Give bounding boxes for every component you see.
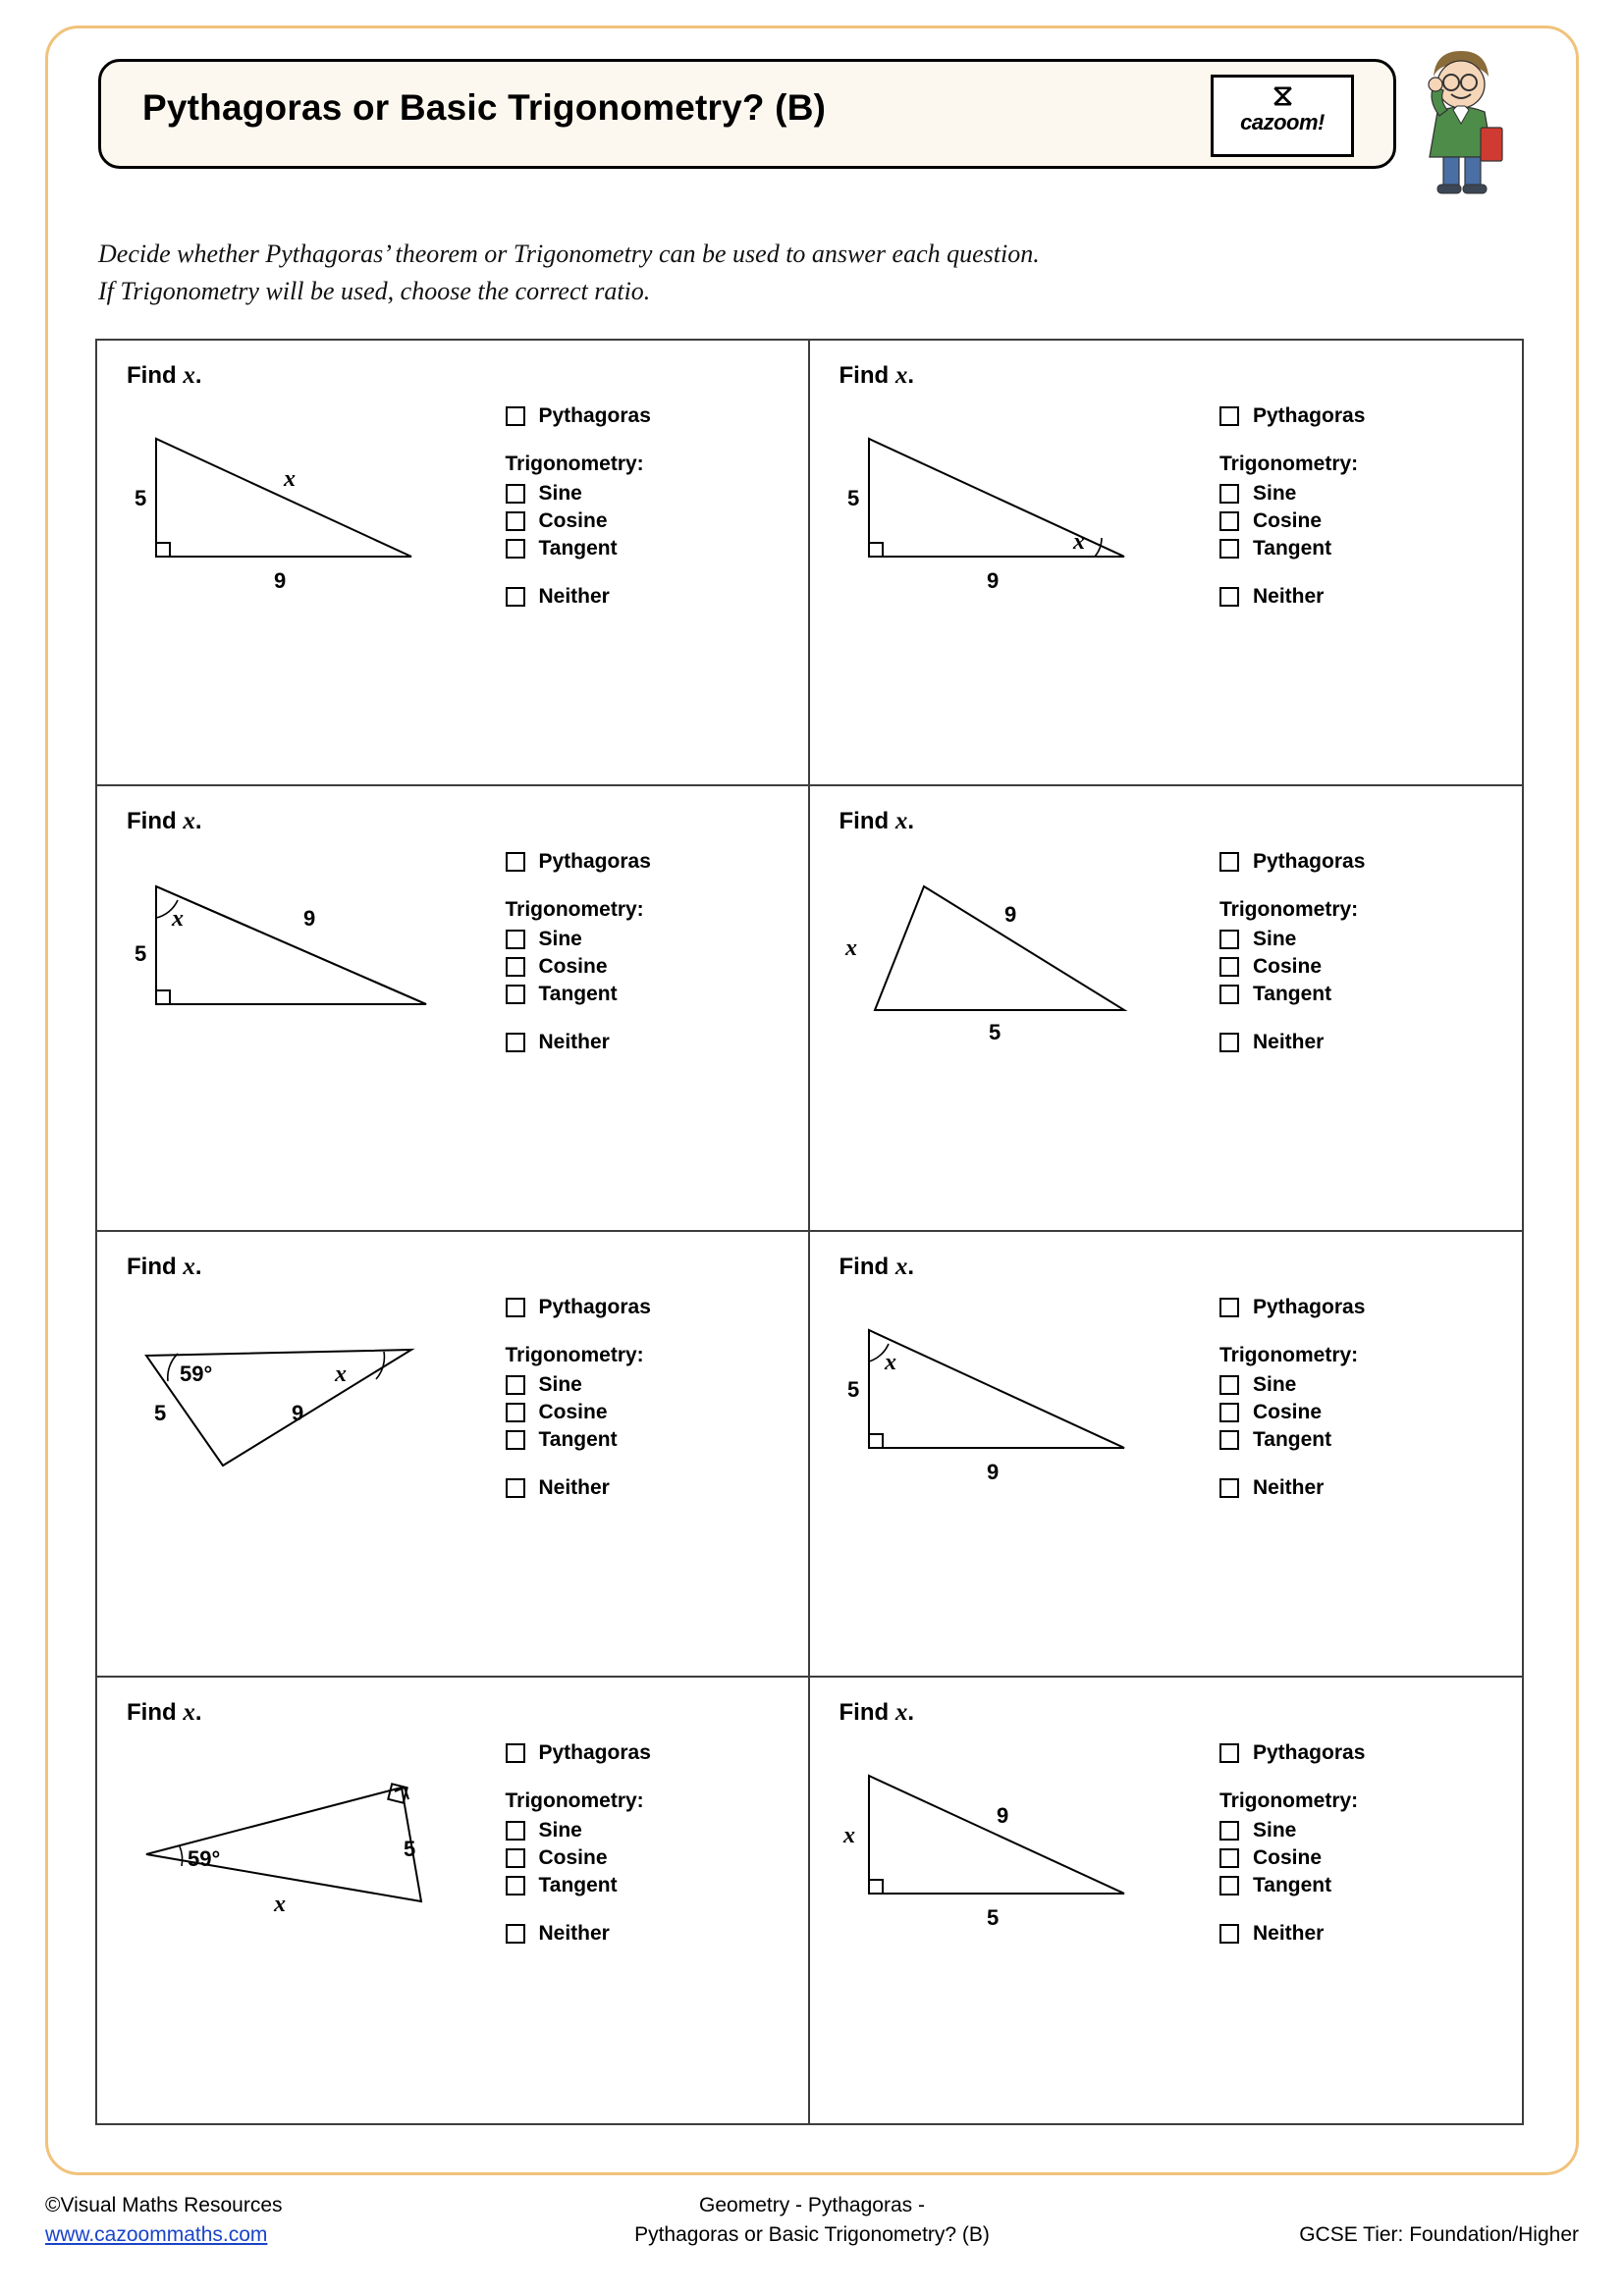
- svg-text:x: x: [274, 1892, 286, 1917]
- svg-text:5: 5: [154, 1401, 167, 1425]
- option-tangent-7[interactable]: [506, 1872, 751, 1899]
- option-tangent-2[interactable]: [1219, 535, 1465, 562]
- label-pythagoras-1: Pythagoras: [538, 404, 651, 427]
- label-pythagoras-2: Pythagoras: [1253, 404, 1366, 427]
- svg-text:x: x: [844, 935, 857, 961]
- checkbox-tangent-1[interactable]: [506, 539, 525, 559]
- label-pythagoras-6: Pythagoras: [1253, 1296, 1366, 1318]
- option-tangent-5[interactable]: [506, 1426, 751, 1454]
- svg-text:x: x: [335, 1362, 347, 1387]
- label-tangent-8: Tangent: [1253, 1874, 1332, 1896]
- option-tangent-4[interactable]: [1219, 981, 1465, 1008]
- prompt-text-5: Find x.: [127, 1254, 202, 1280]
- label-tangent-6: Tangent: [1253, 1428, 1332, 1451]
- label-trigonometry-5: Trigonometry:: [505, 1344, 644, 1366]
- answer-options-4: [1219, 847, 1465, 1057]
- label-cosine-4: Cosine: [1253, 955, 1323, 978]
- figure-5: [117, 1291, 549, 1546]
- option-pythagoras-2[interactable]: [1219, 401, 1465, 431]
- figure-8: [830, 1736, 1262, 1992]
- prompt-text-4: Find x.: [839, 808, 914, 834]
- svg-text:9: 9: [986, 1460, 999, 1484]
- checkbox-neither-1[interactable]: [506, 587, 525, 607]
- svg-text:x: x: [172, 906, 184, 932]
- checkbox-pythagoras-6[interactable]: [1219, 1298, 1239, 1317]
- instructions-line-2: If Trigonometry will be used, choose the correct ratio.: [98, 277, 651, 305]
- checkbox-sine-6[interactable]: [1219, 1375, 1239, 1395]
- option-cosine-1[interactable]: [506, 507, 751, 535]
- checkbox-neither-4[interactable]: [1219, 1033, 1239, 1052]
- label-neither-8: Neither: [1253, 1922, 1325, 1945]
- checkbox-pythagoras-4[interactable]: [1219, 852, 1239, 872]
- option-tangent-6[interactable]: [1219, 1426, 1465, 1454]
- label-sine-2: Sine: [1253, 482, 1297, 505]
- questions-grid: [95, 339, 1524, 2125]
- svg-text:x: x: [284, 466, 296, 492]
- option-neither-1[interactable]: [506, 582, 751, 612]
- checkbox-cosine-7[interactable]: [506, 1848, 525, 1868]
- option-pythagoras-8[interactable]: [1219, 1738, 1465, 1768]
- option-tangent-3[interactable]: [506, 981, 751, 1008]
- label-neither-6: Neither: [1253, 1476, 1325, 1499]
- label-trigonometry-7: Trigonometry:: [505, 1789, 644, 1812]
- title-banner: [98, 59, 1396, 169]
- svg-text:x: x: [842, 1823, 855, 1848]
- figure-1: [117, 400, 549, 655]
- checkbox-pythagoras-8[interactable]: [1219, 1743, 1239, 1763]
- checkbox-pythagoras-3[interactable]: [506, 852, 525, 872]
- label-cosine-3: Cosine: [538, 955, 608, 978]
- hourglass-icon: ⧖: [1272, 80, 1293, 112]
- svg-text:9: 9: [274, 568, 287, 593]
- label-cosine-2: Cosine: [1253, 509, 1323, 532]
- option-sine-8[interactable]: [1219, 1817, 1465, 1844]
- svg-text:x: x: [1072, 529, 1085, 555]
- logo-wordmark: cazoom!: [1240, 110, 1325, 134]
- checkbox-sine-5[interactable]: [506, 1375, 525, 1395]
- option-sine-5[interactable]: [506, 1371, 751, 1399]
- option-neither-8[interactable]: [1219, 1919, 1465, 1949]
- prompt-text-6: Find x.: [839, 1254, 914, 1280]
- question-cell-5: [97, 1232, 810, 1678]
- question-cell-1: [97, 341, 810, 786]
- figure-2: [830, 400, 1262, 655]
- question-cell-7: [97, 1678, 810, 2123]
- label-trigonometry-2: Trigonometry:: [1219, 453, 1359, 475]
- label-pythagoras-7: Pythagoras: [538, 1741, 651, 1764]
- checkbox-tangent-5[interactable]: [506, 1430, 525, 1450]
- option-sine-6[interactable]: [1219, 1371, 1465, 1399]
- instructions: [98, 236, 1394, 310]
- checkbox-neither-7[interactable]: [506, 1924, 525, 1944]
- checkbox-neither-8[interactable]: [1219, 1924, 1239, 1944]
- label-sine-7: Sine: [538, 1819, 582, 1842]
- answer-options-2: [1219, 401, 1465, 612]
- question-prompt-4: [839, 808, 915, 835]
- page-footer: [45, 2191, 1579, 2269]
- svg-text:59°: 59°: [188, 1846, 221, 1871]
- footer-topic-line-1: Geometry - Pythagoras -: [699, 2194, 925, 2216]
- checkbox-tangent-2[interactable]: [1219, 539, 1239, 559]
- checkbox-sine-3[interactable]: [506, 930, 525, 949]
- cazoom-logo: [1211, 75, 1354, 157]
- label-pythagoras-5: Pythagoras: [538, 1296, 651, 1318]
- option-neither-2[interactable]: [1219, 582, 1465, 612]
- checkbox-sine-2[interactable]: [1219, 484, 1239, 504]
- svg-text:5: 5: [135, 941, 147, 966]
- checkbox-pythagoras-1[interactable]: [506, 406, 525, 426]
- label-trigonometry-8: Trigonometry:: [1219, 1789, 1359, 1812]
- teacher-mascot-illustration: [1404, 43, 1522, 200]
- figure-7: [117, 1736, 549, 1992]
- label-sine-5: Sine: [538, 1373, 582, 1396]
- prompt-text-7: Find x.: [127, 1699, 202, 1726]
- checkbox-neither-2[interactable]: [1219, 587, 1239, 607]
- website-link[interactable]: www.cazoommaths.com: [45, 2223, 268, 2246]
- prompt-text-3: Find x.: [127, 808, 202, 834]
- checkbox-neither-3[interactable]: [506, 1033, 525, 1052]
- option-pythagoras-5[interactable]: [506, 1293, 751, 1322]
- option-cosine-4[interactable]: [1219, 953, 1465, 981]
- label-neither-4: Neither: [1253, 1031, 1325, 1053]
- label-sine-3: Sine: [538, 928, 582, 950]
- label-cosine-1: Cosine: [538, 509, 608, 532]
- svg-text:5: 5: [846, 1377, 859, 1402]
- option-pythagoras-4[interactable]: [1219, 847, 1465, 877]
- figure-3: [117, 845, 549, 1100]
- option-pythagoras-7[interactable]: [506, 1738, 751, 1768]
- option-neither-7[interactable]: [506, 1919, 751, 1949]
- label-tangent-7: Tangent: [538, 1874, 618, 1896]
- checkbox-tangent-7[interactable]: [506, 1876, 525, 1896]
- label-tangent-5: Tangent: [538, 1428, 618, 1451]
- label-tangent-2: Tangent: [1253, 537, 1332, 560]
- checkbox-cosine-8[interactable]: [1219, 1848, 1239, 1868]
- label-neither-7: Neither: [538, 1922, 610, 1945]
- label-cosine-6: Cosine: [1253, 1401, 1323, 1423]
- option-sine-7[interactable]: [506, 1817, 751, 1844]
- checkbox-tangent-8[interactable]: [1219, 1876, 1239, 1896]
- checkbox-pythagoras-5[interactable]: [506, 1298, 525, 1317]
- label-cosine-8: Cosine: [1253, 1846, 1323, 1869]
- label-pythagoras-4: Pythagoras: [1253, 850, 1366, 873]
- page-title: Pythagoras or Basic Trigonometry? (B): [142, 87, 827, 128]
- option-sine-2[interactable]: [1219, 480, 1465, 507]
- option-tangent-1[interactable]: [506, 535, 751, 562]
- question-cell-4: [810, 786, 1523, 1232]
- svg-text:5: 5: [986, 1905, 999, 1930]
- svg-text:9: 9: [996, 1803, 1008, 1828]
- checkbox-neither-6[interactable]: [1219, 1478, 1239, 1498]
- option-tangent-8[interactable]: [1219, 1872, 1465, 1899]
- label-neither-5: Neither: [538, 1476, 610, 1499]
- label-trigonometry-4: Trigonometry:: [1219, 898, 1359, 921]
- option-pythagoras-1[interactable]: [506, 401, 751, 431]
- instructions-line-1: Decide whether Pythagoras’ theorem or Trigonometry can be used to answer each question.: [98, 240, 1040, 268]
- figure-6: [830, 1291, 1262, 1546]
- label-neither-2: Neither: [1253, 585, 1325, 608]
- label-tangent-1: Tangent: [538, 537, 618, 560]
- svg-text:5: 5: [846, 486, 859, 510]
- svg-text:5: 5: [135, 486, 147, 510]
- label-trigonometry-3: Trigonometry:: [505, 898, 644, 921]
- question-prompt-6: [839, 1254, 915, 1281]
- label-trigonometry-1: Trigonometry:: [505, 453, 644, 475]
- answer-options-6: [1219, 1293, 1465, 1503]
- option-cosine-6[interactable]: [1219, 1399, 1465, 1426]
- answer-options-5: [506, 1293, 751, 1503]
- label-pythagoras-8: Pythagoras: [1253, 1741, 1366, 1764]
- label-sine-4: Sine: [1253, 928, 1297, 950]
- question-cell-8: [810, 1678, 1523, 2123]
- option-cosine-2[interactable]: [1219, 507, 1465, 535]
- figure-4: [830, 845, 1262, 1100]
- svg-text:5: 5: [404, 1837, 416, 1861]
- question-prompt-7: [127, 1699, 202, 1727]
- svg-text:x: x: [884, 1350, 896, 1375]
- checkbox-pythagoras-7[interactable]: [506, 1743, 525, 1763]
- footer-tier: GCSE Tier: Foundation/Higher: [1299, 2223, 1579, 2246]
- option-neither-6[interactable]: [1219, 1473, 1465, 1503]
- option-cosine-8[interactable]: [1219, 1844, 1465, 1872]
- label-sine-1: Sine: [538, 482, 582, 505]
- svg-text:5: 5: [988, 1020, 1001, 1044]
- checkbox-tangent-3[interactable]: [506, 985, 525, 1004]
- footer-topic-line-2: Pythagoras or Basic Trigonometry? (B): [634, 2223, 990, 2246]
- checkbox-cosine-1[interactable]: [506, 511, 525, 531]
- answer-options-3: [506, 847, 751, 1057]
- svg-text:9: 9: [292, 1401, 304, 1425]
- question-prompt-8: [839, 1699, 915, 1727]
- checkbox-sine-1[interactable]: [506, 484, 525, 504]
- svg-text:59°: 59°: [180, 1362, 213, 1386]
- answer-options-8: [1219, 1738, 1465, 1949]
- checkbox-tangent-6[interactable]: [1219, 1430, 1239, 1450]
- option-pythagoras-3[interactable]: [506, 847, 751, 877]
- answer-options-7: [506, 1738, 751, 1949]
- checkbox-neither-5[interactable]: [506, 1478, 525, 1498]
- question-prompt-3: [127, 808, 202, 835]
- checkbox-cosine-4[interactable]: [1219, 957, 1239, 977]
- option-cosine-7[interactable]: [506, 1844, 751, 1872]
- copyright-text: ©Visual Maths Resources: [45, 2194, 283, 2216]
- svg-text:9: 9: [303, 906, 316, 931]
- checkbox-cosine-6[interactable]: [1219, 1403, 1239, 1422]
- checkbox-cosine-3[interactable]: [506, 957, 525, 977]
- svg-text:9: 9: [986, 568, 999, 593]
- prompt-text-2: Find x.: [839, 362, 914, 389]
- question-prompt-1: [127, 362, 202, 390]
- checkbox-pythagoras-2[interactable]: [1219, 406, 1239, 426]
- question-cell-2: [810, 341, 1523, 786]
- prompt-text-1: Find x.: [127, 362, 202, 389]
- label-tangent-4: Tangent: [1253, 983, 1332, 1005]
- question-cell-3: [97, 786, 810, 1232]
- label-neither-1: Neither: [538, 585, 610, 608]
- prompt-text-8: Find x.: [839, 1699, 914, 1726]
- label-cosine-7: Cosine: [538, 1846, 608, 1869]
- answer-options-1: [506, 401, 751, 612]
- option-neither-5[interactable]: [506, 1473, 751, 1503]
- svg-text:9: 9: [1003, 902, 1016, 927]
- label-sine-8: Sine: [1253, 1819, 1297, 1842]
- option-neither-4[interactable]: [1219, 1028, 1465, 1057]
- question-prompt-2: [839, 362, 915, 390]
- option-cosine-5[interactable]: [506, 1399, 751, 1426]
- option-cosine-3[interactable]: [506, 953, 751, 981]
- label-trigonometry-6: Trigonometry:: [1219, 1344, 1359, 1366]
- label-tangent-3: Tangent: [538, 983, 618, 1005]
- checkbox-tangent-4[interactable]: [1219, 985, 1239, 1004]
- label-cosine-5: Cosine: [538, 1401, 608, 1423]
- question-cell-6: [810, 1232, 1523, 1678]
- label-sine-6: Sine: [1253, 1373, 1297, 1396]
- checkbox-sine-7[interactable]: [506, 1821, 525, 1841]
- option-sine-4[interactable]: [1219, 926, 1465, 953]
- label-pythagoras-3: Pythagoras: [538, 850, 651, 873]
- checkbox-sine-4[interactable]: [1219, 930, 1239, 949]
- checkbox-cosine-2[interactable]: [1219, 511, 1239, 531]
- checkbox-cosine-5[interactable]: [506, 1403, 525, 1422]
- option-pythagoras-6[interactable]: [1219, 1293, 1465, 1322]
- question-prompt-5: [127, 1254, 202, 1281]
- label-neither-3: Neither: [538, 1031, 610, 1053]
- option-sine-1[interactable]: [506, 480, 751, 507]
- option-neither-3[interactable]: [506, 1028, 751, 1057]
- option-sine-3[interactable]: [506, 926, 751, 953]
- checkbox-sine-8[interactable]: [1219, 1821, 1239, 1841]
